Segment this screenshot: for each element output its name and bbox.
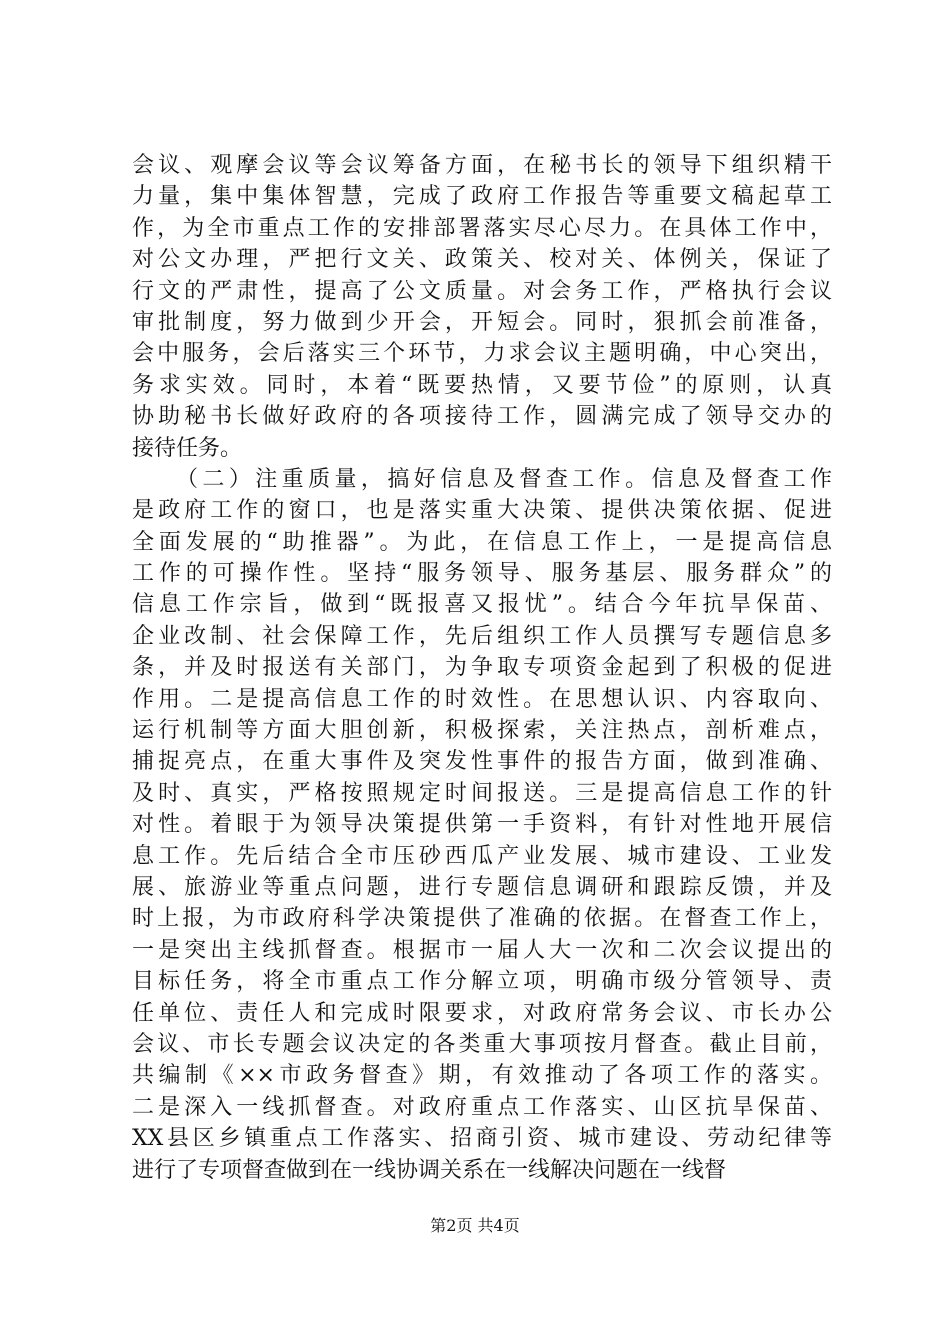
text-line: 工作的可操作性。坚持“服务领导、服务基层、服务群众”的 [132, 561, 832, 587]
text-line: （二）注重质量，搞好信息及督查工作。信息及督查工作 [176, 466, 832, 492]
text-line: 展、旅游业等重点问题，进行专题信息调研和跟踪反馈，并及 [132, 874, 832, 900]
text-line: 二是深入一线抓督查。对政府重点工作落实、山区抗旱保苗、 [132, 1094, 832, 1120]
paragraph [132, 464, 832, 1186]
text-line: 会议、观摩会议等会议筹备方面，在秘书长的领导下组织精干 [132, 153, 832, 178]
text-line: 会中服务，会后落实三个环节，力求会议主题明确，中心突出， [132, 341, 832, 367]
text-line: 作，为全市重点工作的安排部署落实尽心尽力。在具体工作中， [132, 215, 832, 241]
text-line: 进行了专项督查做到在一线协调关系在一线解决问题在一线督 [132, 1157, 727, 1183]
text-line: 及时、真实，严格按照规定时间报送。三是提高信息工作的针 [132, 780, 832, 806]
text-line: 运行机制等方面大胆创新，积极探索，关注热点，剖析难点， [132, 718, 832, 744]
text-line: XX县区乡镇重点工作落实、招商引资、城市建设、劳动纪律等 [132, 1126, 832, 1152]
text-line: 目标任务，将全市重点工作分解立项，明确市级分管领导、责 [132, 969, 832, 995]
text-line: 审批制度，努力做到少开会，开短会。同时，狠抓会前准备， [132, 309, 832, 335]
document-body [132, 150, 832, 1186]
text-line: 捕捉亮点，在重大事件及突发性事件的报告方面，做到准确、 [132, 749, 832, 775]
text-line: 对公文办理，严把行文关、政策关、校对关、体例关，保证了 [132, 247, 832, 273]
text-line: 一是突出主线抓督查。根据市一届人大一次和二次会议提出的 [132, 937, 832, 963]
text-line: 对性。着眼于为领导决策提供第一手资料，有针对性地开展信 [132, 812, 832, 838]
text-line: 时上报，为市政府科学决策提供了准确的依据。在督查工作上， [132, 906, 832, 932]
text-line: 会议、市长专题会议决定的各类重大事项按月督查。截止目前， [132, 1031, 832, 1057]
text-line: 任单位、责任人和完成时限要求，对政府常务会议、市长办公 [132, 1000, 832, 1026]
text-line: 是政府工作的窗口，也是落实重大决策、提供决策依据、促进 [132, 498, 832, 524]
text-line: 作用。二是提高信息工作的时效性。在思想认识、内容取向、 [132, 686, 832, 712]
text-line: 协助秘书长做好政府的各项接待工作，圆满完成了领导交办的 [132, 404, 832, 430]
text-line: 行文的严肃性，提高了公文质量。对会务工作，严格执行会议 [132, 278, 832, 304]
text-line: 企业改制、社会保障工作，先后组织工作人员撰写专题信息多 [132, 623, 832, 649]
text-line: 息工作。先后结合全市压砂西瓜产业发展、城市建设、工业发 [132, 843, 832, 869]
text-line: 接待任务。 [132, 435, 243, 461]
paragraph [132, 150, 832, 464]
page-number-label: 第2页 共4页 [430, 1216, 520, 1235]
page-footer [0, 1216, 950, 1236]
text-line: 务求实效。同时，本着“既要热情，又要节俭”的原则，认真 [132, 372, 832, 398]
text-line: 全面发展的“助推器”。为此，在信息工作上，一是提高信息 [132, 529, 832, 555]
text-line: 信息工作宗旨，做到“既报喜又报忧”。结合今年抗旱保苗、 [132, 592, 832, 618]
text-line: 力量，集中集体智慧，完成了政府工作报告等重要文稿起草工 [132, 184, 832, 210]
text-line: 共编制《××市政务督查》期，有效推动了各项工作的落实。 [132, 1063, 832, 1089]
text-line: 条，并及时报送有关部门，为争取专项资金起到了积极的促进 [132, 655, 832, 681]
